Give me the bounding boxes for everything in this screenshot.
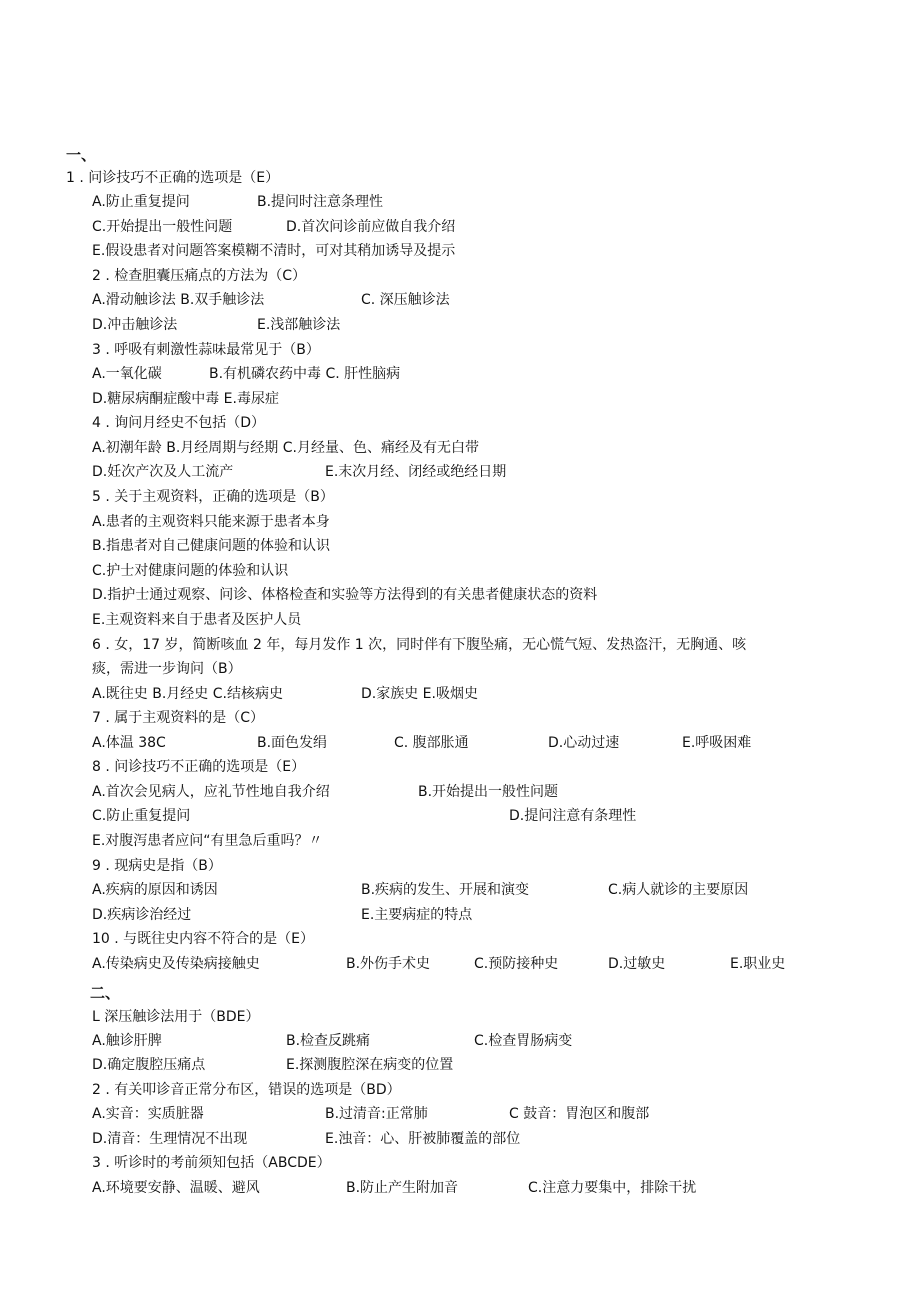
option-text: C.护士对健康问题的体验和认识: [92, 563, 289, 579]
option-text: D.指护士通过观察、问诊、体格检查和实验等方法得到的有关患者健康状态的资料: [92, 587, 598, 603]
option-text: A.环境要安静、温暖、避风: [92, 1180, 260, 1196]
question-stem: 9 . 现病史是指（B）: [92, 858, 222, 874]
option-text: E.对腹泻患者应问“有里急后重吗？〃: [92, 833, 323, 849]
option-text: D.清音：生理情况不出现: [92, 1131, 248, 1147]
question-stem: 4 . 询问月经史不包括（D）: [92, 415, 266, 431]
question-stem: 3 . 呼吸有刺激性蒜味最常见于（B）: [92, 342, 320, 358]
question-stem: 1 . 问诊技巧不正确的选项是（E）: [66, 170, 280, 186]
option-text: B.防止产生附加音: [346, 1180, 459, 1196]
option-text: B.面色发绢: [257, 735, 328, 751]
option-text: C 鼓音：胃泡区和腹部: [509, 1106, 650, 1122]
option-text: A.既往史 B.月经史 C.结核病史: [92, 686, 283, 702]
question-stem: 7 . 属于主观资料的是（C）: [92, 710, 265, 726]
option-text: D.确定腹腔压痛点: [92, 1057, 206, 1073]
option-text: E.职业史: [730, 956, 786, 972]
option-text: C. 深压触诊法: [361, 292, 450, 308]
option-text: C.防止重复提问: [92, 808, 191, 824]
option-text: E.主要病症的特点: [361, 907, 473, 923]
option-text: A.实音：实质脏器: [92, 1106, 204, 1122]
option-text: D.过敏史: [608, 956, 666, 972]
option-text: C. 腹部胀通: [394, 735, 469, 751]
option-text: C.预防接种史: [474, 956, 559, 972]
question-stem: 8 . 问诊技巧不正确的选项是（E）: [92, 759, 306, 775]
question-stem: 10 . 与既往史内容不符合的是（E）: [92, 931, 315, 947]
option-text: E.探测腹腔深在病变的位置: [286, 1057, 454, 1073]
section-heading: 一、: [66, 146, 97, 164]
option-text: A.滑动触诊法 B.双手触诊法: [92, 292, 265, 308]
option-text: C.注意力要集中，排除干扰: [528, 1180, 697, 1196]
option-text: B.疾病的发生、开展和演变: [361, 882, 530, 898]
option-text: D.妊次产次及人工流产: [92, 464, 234, 480]
option-text: D.心动过速: [548, 735, 620, 751]
option-text: A.首次会见病人，应礼节性地自我介绍: [92, 784, 330, 800]
option-text: C.病人就诊的主要原因: [608, 882, 749, 898]
option-text: B.提问时注意条理性: [257, 194, 384, 210]
option-text: B.检查反跳痛: [286, 1033, 371, 1049]
section-heading: 二、: [90, 984, 121, 1002]
question-stem: 2 . 有关叩诊音正常分布区，错误的选项是（BD）: [92, 1082, 401, 1098]
question-stem: L 深压触诊法用于（BDE）: [92, 1009, 260, 1025]
option-text: D.首次问诊前应做自我介绍: [286, 219, 456, 235]
option-text: D.糖尿病酮症酸中毒 E.毒尿症: [92, 391, 279, 407]
option-text: E.呼吸困难: [682, 735, 752, 751]
question-stem: 2 . 检查胆囊压痛点的方法为（C）: [92, 268, 307, 284]
option-text: D.疾病诊治经过: [92, 907, 192, 923]
option-text: A.防止重复提问: [92, 194, 190, 210]
question-stem: 3 . 听诊时的考前须知包括（ABCDE）: [92, 1155, 331, 1171]
option-text: B.外伤手术史: [346, 956, 431, 972]
option-text: A.触诊肝脾: [92, 1033, 162, 1049]
question-stem: 5 . 关于主观资料，正确的选项是（B）: [92, 489, 334, 505]
option-text: C.开始提出一般性问题: [92, 219, 233, 235]
question-stem-continued: 痰，需进一步询问（B）: [92, 661, 242, 677]
option-text: A.一氧化碳: [92, 366, 162, 382]
option-text: B.开始提出一般性问题: [418, 784, 559, 800]
option-text: E.浊音：心、肝被肺覆盖的部位: [325, 1131, 521, 1147]
option-text: A.初潮年龄 B.月经周期与经期 C.月经量、色、痛经及有无白带: [92, 440, 479, 456]
option-text: A.传染病史及传染病接触史: [92, 956, 260, 972]
option-text: B.指患者对自己健康问题的体验和认识: [92, 538, 331, 554]
option-text: E.末次月经、闭经或绝经日期: [325, 464, 507, 480]
option-text: E.主观资料来自于患者及医护人员: [92, 612, 302, 628]
option-text: A.患者的主观资料只能来源于患者本身: [92, 514, 330, 530]
option-text: D.提问注意有条理性: [509, 808, 637, 824]
option-text: D.家族史 E.吸烟史: [361, 686, 478, 702]
option-text: A.疾病的原因和诱因: [92, 882, 218, 898]
option-text: E.假设患者对问题答案模糊不清时，可对其稍加诱导及提示: [92, 243, 456, 259]
option-text: D.冲击触诊法: [92, 317, 178, 333]
option-text: B.有机磷农药中毒 C. 肝性脑病: [209, 366, 401, 382]
option-text: C.检查胃肠病变: [474, 1033, 573, 1049]
option-text: A.体温 38C: [92, 735, 166, 751]
option-text: E.浅部触诊法: [257, 317, 341, 333]
question-stem: 6 . 女，17 岁，简断咳血 2 年，每月发作 1 次，同时伴有下腹坠痛，无心慌气短、发热盗汗，无胸通、咳: [92, 637, 747, 653]
option-text: B.过清音:正常肺: [325, 1106, 428, 1122]
